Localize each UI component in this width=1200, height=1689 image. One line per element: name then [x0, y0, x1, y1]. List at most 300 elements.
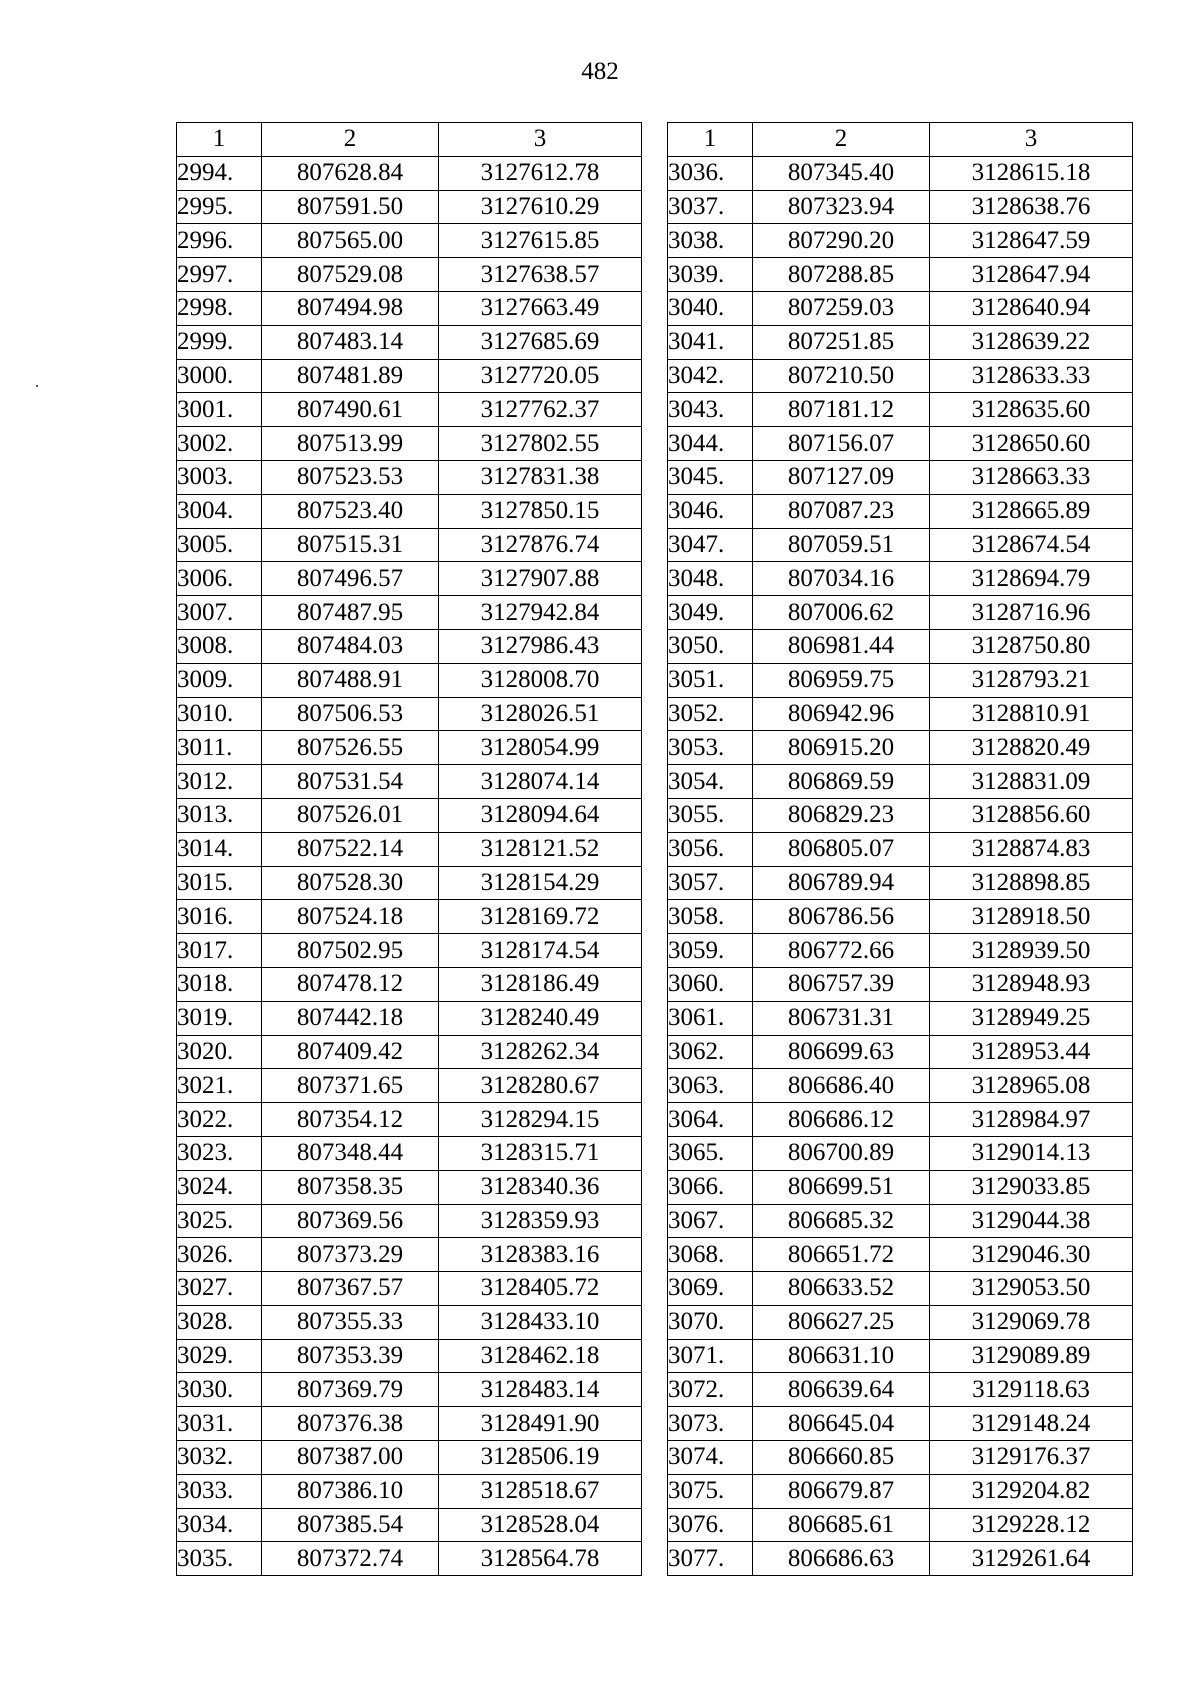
table-row: [668, 1407, 1133, 1441]
y-coordinate-cell: 3128665.89: [930, 494, 1133, 528]
y-coordinate-cell: 3128315.71: [439, 1136, 642, 1170]
point-number-cell: 3046.: [668, 494, 753, 528]
x-coordinate-cell: 806633.52: [753, 1272, 930, 1306]
table-row: [177, 798, 642, 832]
point-number-cell: 2997.: [177, 258, 262, 292]
point-number-cell: 3029.: [177, 1339, 262, 1373]
x-coordinate-cell: 807488.91: [262, 663, 439, 697]
x-coordinate-cell: 807251.85: [753, 325, 930, 359]
y-coordinate-cell: 3129089.89: [930, 1339, 1133, 1373]
table-row: [177, 866, 642, 900]
y-coordinate-cell: 3128965.08: [930, 1069, 1133, 1103]
table-row: [668, 1204, 1133, 1238]
y-coordinate-cell: 3128650.60: [930, 427, 1133, 461]
point-number-cell: 3068.: [668, 1238, 753, 1272]
point-number-cell: 3037.: [668, 190, 753, 224]
table-row: [177, 224, 642, 258]
y-coordinate-cell: 3128462.18: [439, 1339, 642, 1373]
y-coordinate-cell: 3128793.21: [930, 663, 1133, 697]
table-row: [177, 258, 642, 292]
x-coordinate-cell: 807290.20: [753, 224, 930, 258]
y-coordinate-cell: 3129261.64: [930, 1542, 1133, 1576]
y-coordinate-cell: 3128528.04: [439, 1508, 642, 1542]
y-coordinate-cell: 3129176.37: [930, 1441, 1133, 1475]
point-number-cell: 3058.: [668, 900, 753, 934]
point-number-cell: 3008.: [177, 629, 262, 663]
x-coordinate-cell: 806829.23: [753, 798, 930, 832]
point-number-cell: 3002.: [177, 427, 262, 461]
y-coordinate-cell: 3127663.49: [439, 291, 642, 325]
table-row: [668, 1001, 1133, 1035]
table-row: [668, 1339, 1133, 1373]
column-header-number: 1: [177, 123, 262, 157]
x-coordinate-cell: 807369.79: [262, 1373, 439, 1407]
x-coordinate-cell: 807386.10: [262, 1474, 439, 1508]
table-row: [177, 1170, 642, 1204]
point-number-cell: 3070.: [668, 1305, 753, 1339]
table-row: [177, 156, 642, 190]
x-coordinate-cell: 806731.31: [753, 1001, 930, 1035]
x-coordinate-cell: 807367.57: [262, 1272, 439, 1306]
point-number-cell: 3069.: [668, 1272, 753, 1306]
y-coordinate-cell: 3128750.80: [930, 629, 1133, 663]
point-number-cell: 3057.: [668, 866, 753, 900]
y-coordinate-cell: 3128638.76: [930, 190, 1133, 224]
x-coordinate-cell: 807523.40: [262, 494, 439, 528]
point-number-cell: 3017.: [177, 934, 262, 968]
y-coordinate-cell: 3129053.50: [930, 1272, 1133, 1306]
table-row: [668, 731, 1133, 765]
table-row: [177, 629, 642, 663]
table-row: [668, 1035, 1133, 1069]
point-number-cell: 3014.: [177, 832, 262, 866]
scan-speck: [36, 385, 38, 387]
x-coordinate-cell: 807371.65: [262, 1069, 439, 1103]
table-header-row: [668, 123, 1133, 157]
y-coordinate-cell: 3127850.15: [439, 494, 642, 528]
x-coordinate-cell: 807515.31: [262, 528, 439, 562]
x-coordinate-cell: 807529.08: [262, 258, 439, 292]
y-coordinate-cell: 3127685.69: [439, 325, 642, 359]
y-coordinate-cell: 3128359.93: [439, 1204, 642, 1238]
point-number-cell: 3044.: [668, 427, 753, 461]
point-number-cell: 3007.: [177, 596, 262, 630]
x-coordinate-cell: 806981.44: [753, 629, 930, 663]
y-coordinate-cell: 3127615.85: [439, 224, 642, 258]
y-coordinate-cell: 3128948.93: [930, 967, 1133, 1001]
y-coordinate-cell: 3129118.63: [930, 1373, 1133, 1407]
y-coordinate-cell: 3128262.34: [439, 1035, 642, 1069]
y-coordinate-cell: 3128094.64: [439, 798, 642, 832]
table-header-row: [177, 123, 642, 157]
table-row: [177, 1136, 642, 1170]
table-row: [177, 1035, 642, 1069]
column-header-x: 2: [262, 123, 439, 157]
y-coordinate-cell: 3128383.16: [439, 1238, 642, 1272]
x-coordinate-cell: 807487.95: [262, 596, 439, 630]
point-number-cell: 3001.: [177, 393, 262, 427]
point-number-cell: 3032.: [177, 1441, 262, 1475]
x-coordinate-cell: 807496.57: [262, 562, 439, 596]
point-number-cell: 3072.: [668, 1373, 753, 1407]
y-coordinate-cell: 3129046.30: [930, 1238, 1133, 1272]
x-coordinate-cell: 806959.75: [753, 663, 930, 697]
x-coordinate-cell: 807181.12: [753, 393, 930, 427]
point-number-cell: 3053.: [668, 731, 753, 765]
point-number-cell: 3013.: [177, 798, 262, 832]
y-coordinate-cell: 3127876.74: [439, 528, 642, 562]
x-coordinate-cell: 806686.63: [753, 1542, 930, 1576]
y-coordinate-cell: 3128026.51: [439, 697, 642, 731]
point-number-cell: 3025.: [177, 1204, 262, 1238]
x-coordinate-cell: 807522.14: [262, 832, 439, 866]
point-number-cell: 3034.: [177, 1508, 262, 1542]
x-coordinate-cell: 807210.50: [753, 359, 930, 393]
y-coordinate-cell: 3128008.70: [439, 663, 642, 697]
table-row: [177, 967, 642, 1001]
x-coordinate-cell: 807355.33: [262, 1305, 439, 1339]
y-coordinate-cell: 3127762.37: [439, 393, 642, 427]
table-row: [177, 731, 642, 765]
table-row: [668, 393, 1133, 427]
column-header-x: 2: [753, 123, 930, 157]
table-row: [668, 224, 1133, 258]
point-number-cell: 3000.: [177, 359, 262, 393]
x-coordinate-cell: 807494.98: [262, 291, 439, 325]
point-number-cell: 3042.: [668, 359, 753, 393]
table-row: [668, 596, 1133, 630]
x-coordinate-cell: 807087.23: [753, 494, 930, 528]
y-coordinate-cell: 3127907.88: [439, 562, 642, 596]
point-number-cell: 3054.: [668, 765, 753, 799]
point-number-cell: 3060.: [668, 967, 753, 1001]
page-number: 482: [581, 58, 619, 85]
point-number-cell: 3036.: [668, 156, 753, 190]
y-coordinate-cell: 3128154.29: [439, 866, 642, 900]
x-coordinate-cell: 806651.72: [753, 1238, 930, 1272]
x-coordinate-cell: 807348.44: [262, 1136, 439, 1170]
x-coordinate-cell: 807481.89: [262, 359, 439, 393]
table-row: [177, 1474, 642, 1508]
x-coordinate-cell: 806685.32: [753, 1204, 930, 1238]
y-coordinate-cell: 3128294.15: [439, 1103, 642, 1137]
y-coordinate-cell: 3129014.13: [930, 1136, 1133, 1170]
x-coordinate-cell: 807345.40: [753, 156, 930, 190]
table-row: [668, 1508, 1133, 1542]
x-coordinate-cell: 806757.39: [753, 967, 930, 1001]
y-coordinate-cell: 3128074.14: [439, 765, 642, 799]
y-coordinate-cell: 3128506.19: [439, 1441, 642, 1475]
point-number-cell: 3062.: [668, 1035, 753, 1069]
point-number-cell: 3049.: [668, 596, 753, 630]
point-number-cell: 3043.: [668, 393, 753, 427]
y-coordinate-cell: 3128340.36: [439, 1170, 642, 1204]
y-coordinate-cell: 3128810.91: [930, 697, 1133, 731]
table-row: [668, 359, 1133, 393]
table-row: [177, 832, 642, 866]
x-coordinate-cell: 807323.94: [753, 190, 930, 224]
table-row: [177, 1001, 642, 1035]
y-coordinate-cell: 3128939.50: [930, 934, 1133, 968]
point-number-cell: 3019.: [177, 1001, 262, 1035]
y-coordinate-cell: 3128518.67: [439, 1474, 642, 1508]
x-coordinate-cell: 807288.85: [753, 258, 930, 292]
table-row: [177, 1407, 642, 1441]
y-coordinate-cell: 3128280.67: [439, 1069, 642, 1103]
x-coordinate-cell: 806685.61: [753, 1508, 930, 1542]
point-number-cell: 3020.: [177, 1035, 262, 1069]
x-coordinate-cell: 806686.40: [753, 1069, 930, 1103]
table-row: [668, 291, 1133, 325]
point-number-cell: 3033.: [177, 1474, 262, 1508]
x-coordinate-cell: 807259.03: [753, 291, 930, 325]
point-number-cell: 2998.: [177, 291, 262, 325]
table-row: [177, 562, 642, 596]
point-number-cell: 2994.: [177, 156, 262, 190]
point-number-cell: 3045.: [668, 460, 753, 494]
y-coordinate-cell: 3128647.94: [930, 258, 1133, 292]
x-coordinate-cell: 807490.61: [262, 393, 439, 427]
x-coordinate-cell: 807591.50: [262, 190, 439, 224]
table-row: [177, 1339, 642, 1373]
point-number-cell: 3027.: [177, 1272, 262, 1306]
table-row: [668, 1238, 1133, 1272]
table-row: [177, 934, 642, 968]
table-row: [668, 1474, 1133, 1508]
point-number-cell: 3030.: [177, 1373, 262, 1407]
y-coordinate-cell: 3128054.99: [439, 731, 642, 765]
y-coordinate-cell: 3129069.78: [930, 1305, 1133, 1339]
x-coordinate-cell: 807385.54: [262, 1508, 439, 1542]
y-coordinate-cell: 3128121.52: [439, 832, 642, 866]
table-row: [668, 562, 1133, 596]
table-row: [177, 596, 642, 630]
point-number-cell: 3018.: [177, 967, 262, 1001]
point-number-cell: 3050.: [668, 629, 753, 663]
table-row: [668, 528, 1133, 562]
x-coordinate-cell: 806942.96: [753, 697, 930, 731]
x-coordinate-cell: 807358.35: [262, 1170, 439, 1204]
table-row: [668, 1136, 1133, 1170]
table-row: [668, 629, 1133, 663]
point-number-cell: 3074.: [668, 1441, 753, 1475]
table-row: [668, 866, 1133, 900]
x-coordinate-cell: 807156.07: [753, 427, 930, 461]
table-row: [177, 1069, 642, 1103]
point-number-cell: 3028.: [177, 1305, 262, 1339]
table-row: [668, 967, 1133, 1001]
point-number-cell: 3016.: [177, 900, 262, 934]
point-number-cell: 2996.: [177, 224, 262, 258]
x-coordinate-cell: 807369.56: [262, 1204, 439, 1238]
table-row: [668, 325, 1133, 359]
y-coordinate-cell: 3127831.38: [439, 460, 642, 494]
table-row: [177, 1305, 642, 1339]
y-coordinate-cell: 3128640.94: [930, 291, 1133, 325]
point-number-cell: 3021.: [177, 1069, 262, 1103]
point-number-cell: 3063.: [668, 1069, 753, 1103]
x-coordinate-cell: 807565.00: [262, 224, 439, 258]
point-number-cell: 3048.: [668, 562, 753, 596]
point-number-cell: 3035.: [177, 1542, 262, 1576]
point-number-cell: 3047.: [668, 528, 753, 562]
x-coordinate-cell: 807387.00: [262, 1441, 439, 1475]
table-row: [668, 1170, 1133, 1204]
x-coordinate-cell: 807034.16: [753, 562, 930, 596]
table-row: [668, 190, 1133, 224]
point-number-cell: 3039.: [668, 258, 753, 292]
x-coordinate-cell: 807353.39: [262, 1339, 439, 1373]
table-row: [177, 1373, 642, 1407]
point-number-cell: 3076.: [668, 1508, 753, 1542]
y-coordinate-cell: 3129228.12: [930, 1508, 1133, 1542]
y-coordinate-cell: 3128174.54: [439, 934, 642, 968]
table-row: [668, 900, 1133, 934]
point-number-cell: 3024.: [177, 1170, 262, 1204]
table-row: [177, 1441, 642, 1475]
x-coordinate-cell: 807442.18: [262, 1001, 439, 1035]
y-coordinate-cell: 3128615.18: [930, 156, 1133, 190]
table-row: [177, 1542, 642, 1576]
point-number-cell: 3022.: [177, 1103, 262, 1137]
table-row: [177, 900, 642, 934]
x-coordinate-cell: 806645.04: [753, 1407, 930, 1441]
table-row: [177, 460, 642, 494]
y-coordinate-cell: 3127612.78: [439, 156, 642, 190]
table-row: [668, 934, 1133, 968]
x-coordinate-cell: 807502.95: [262, 934, 439, 968]
y-coordinate-cell: 3128898.85: [930, 866, 1133, 900]
point-number-cell: 3011.: [177, 731, 262, 765]
table-row: [668, 1069, 1133, 1103]
point-number-cell: 3004.: [177, 494, 262, 528]
x-coordinate-cell: 806805.07: [753, 832, 930, 866]
point-number-cell: 3005.: [177, 528, 262, 562]
x-coordinate-cell: 807006.62: [753, 596, 930, 630]
y-coordinate-cell: 3128716.96: [930, 596, 1133, 630]
x-coordinate-cell: 806699.51: [753, 1170, 930, 1204]
point-number-cell: 3003.: [177, 460, 262, 494]
y-coordinate-cell: 3127610.29: [439, 190, 642, 224]
x-coordinate-cell: 807483.14: [262, 325, 439, 359]
table-row: [177, 528, 642, 562]
x-coordinate-cell: 806627.25: [753, 1305, 930, 1339]
y-coordinate-cell: 3127942.84: [439, 596, 642, 630]
table-row: [177, 494, 642, 528]
x-coordinate-cell: 806660.85: [753, 1441, 930, 1475]
x-coordinate-cell: 806869.59: [753, 765, 930, 799]
y-coordinate-cell: 3128647.59: [930, 224, 1133, 258]
table-row: [668, 765, 1133, 799]
table-row: [668, 1441, 1133, 1475]
x-coordinate-cell: 807409.42: [262, 1035, 439, 1069]
table-row: [177, 359, 642, 393]
x-coordinate-cell: 806686.12: [753, 1103, 930, 1137]
table-row: [177, 697, 642, 731]
y-coordinate-cell: 3128635.60: [930, 393, 1133, 427]
y-coordinate-cell: 3128874.83: [930, 832, 1133, 866]
table-row: [668, 1542, 1133, 1576]
x-coordinate-cell: 807526.55: [262, 731, 439, 765]
y-coordinate-cell: 3128405.72: [439, 1272, 642, 1306]
table-row: [177, 427, 642, 461]
y-coordinate-cell: 3129033.85: [930, 1170, 1133, 1204]
y-coordinate-cell: 3128483.14: [439, 1373, 642, 1407]
x-coordinate-cell: 806699.63: [753, 1035, 930, 1069]
point-number-cell: 3077.: [668, 1542, 753, 1576]
y-coordinate-cell: 3128918.50: [930, 900, 1133, 934]
table-row: [177, 325, 642, 359]
x-coordinate-cell: 807354.12: [262, 1103, 439, 1137]
y-coordinate-cell: 3128953.44: [930, 1035, 1133, 1069]
table-row: [177, 1272, 642, 1306]
point-number-cell: 3026.: [177, 1238, 262, 1272]
column-header-y: 3: [930, 123, 1133, 157]
point-number-cell: 3052.: [668, 697, 753, 731]
y-coordinate-cell: 3129044.38: [930, 1204, 1133, 1238]
table-row: [177, 1103, 642, 1137]
point-number-cell: 3073.: [668, 1407, 753, 1441]
point-number-cell: 3023.: [177, 1136, 262, 1170]
table-row: [177, 1508, 642, 1542]
y-coordinate-cell: 3128633.33: [930, 359, 1133, 393]
table-row: [668, 258, 1133, 292]
point-number-cell: 3009.: [177, 663, 262, 697]
point-number-cell: 3066.: [668, 1170, 753, 1204]
x-coordinate-cell: 807531.54: [262, 765, 439, 799]
x-coordinate-cell: 807528.30: [262, 866, 439, 900]
point-number-cell: 3065.: [668, 1136, 753, 1170]
point-number-cell: 3012.: [177, 765, 262, 799]
x-coordinate-cell: 807523.53: [262, 460, 439, 494]
x-coordinate-cell: 807059.51: [753, 528, 930, 562]
point-number-cell: 3041.: [668, 325, 753, 359]
x-coordinate-cell: 807373.29: [262, 1238, 439, 1272]
y-coordinate-cell: 3128984.97: [930, 1103, 1133, 1137]
x-coordinate-cell: 807372.74: [262, 1542, 439, 1576]
table-row: [668, 427, 1133, 461]
point-number-cell: 3031.: [177, 1407, 262, 1441]
point-number-cell: 3040.: [668, 291, 753, 325]
x-coordinate-cell: 807484.03: [262, 629, 439, 663]
y-coordinate-cell: 3128169.72: [439, 900, 642, 934]
y-coordinate-cell: 3128433.10: [439, 1305, 642, 1339]
x-coordinate-cell: 807513.99: [262, 427, 439, 461]
table-row: [668, 1373, 1133, 1407]
point-number-cell: 3006.: [177, 562, 262, 596]
point-number-cell: 3038.: [668, 224, 753, 258]
point-number-cell: 3061.: [668, 1001, 753, 1035]
x-coordinate-cell: 807127.09: [753, 460, 930, 494]
table-row: [177, 765, 642, 799]
point-number-cell: 2999.: [177, 325, 262, 359]
y-coordinate-cell: 3128491.90: [439, 1407, 642, 1441]
y-coordinate-cell: 3127638.57: [439, 258, 642, 292]
table-row: [668, 156, 1133, 190]
table-row: [668, 1305, 1133, 1339]
x-coordinate-cell: 807628.84: [262, 156, 439, 190]
table-row: [668, 1103, 1133, 1137]
y-coordinate-cell: 3128564.78: [439, 1542, 642, 1576]
table-row: [668, 663, 1133, 697]
x-coordinate-cell: 807526.01: [262, 798, 439, 832]
table-row: [668, 460, 1133, 494]
point-number-cell: 3067.: [668, 1204, 753, 1238]
column-header-y: 3: [439, 123, 642, 157]
table-row: [177, 190, 642, 224]
y-coordinate-cell: 3128674.54: [930, 528, 1133, 562]
y-coordinate-cell: 3127986.43: [439, 629, 642, 663]
